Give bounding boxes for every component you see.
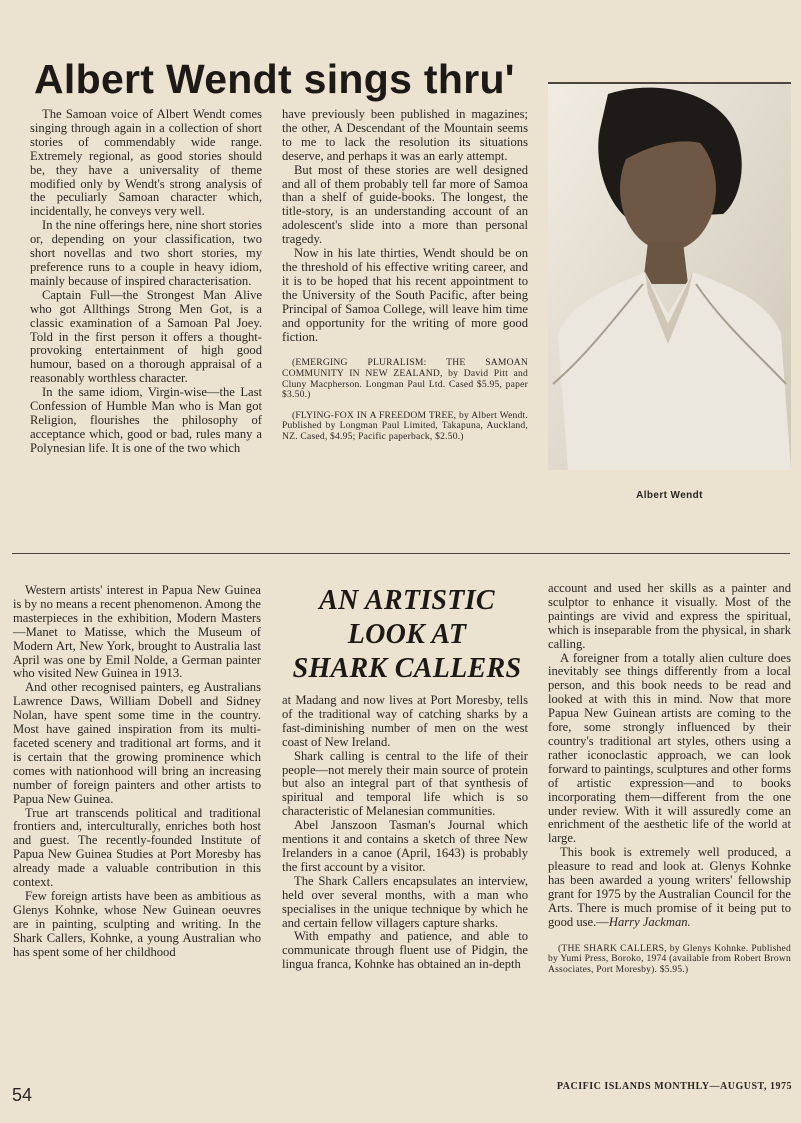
paragraph: The Shark Callers encapsulates an interview, held over several months, with a man who specialises in the unique technique by which he and certain fellow villagers capture sharks. [282,873,528,930]
paragraph: But most of these stories are well designed and all of them probably tell far more of Samoa than a shelf of guide-books. The longest, the title-story, is an understanding account of an adolescent's slide into a more than personal tragedy. [282,162,528,247]
paragraph: This book is extremely well produced, a pleasure to read and look at. Glenys Kohnke has been awarded a young writers' fellowship grant for 1975 by the Australian Council for the Arts. There is much promise of it being put to good use.—Harry Jackman. [548,845,791,929]
top-article-column-1 [30,108,262,456]
paragraph: Abel Janszoon Tasman's Journal which mentions it and contains a sketch of three New Irelanders in a canoe (April, 1643) is probably the first account by a visitor. [282,818,528,874]
author-photo [548,84,791,470]
paragraph: account and used her skills as a painter and sculptor to enhance it visually. Most of the paintings are vivid and express the spiritual, which is inseparable from the physical, in shark calling. [548,581,791,651]
paragraph: Few foreign artists have been as ambitious as Glenys Kohnke, whose New Guinean oeuvres are in painting, sculpting and writing. In the Shark Callers, Kohnke, a young Australian who has spent some of her childhood [13,888,261,959]
paragraph: Western artists' interest in Papua New Guinea is by no means a recent phenomenon. Among the masterpieces in the exhibition, Modern Masters—Manet to Matisse, which the Museum of Modern Art, New York, brought to Australia last April was one by Emil Nolde, a German painter who visited New Guinea in 1913. [13,583,261,681]
photo-caption: Albert Wendt [636,490,703,501]
paragraph: The Samoan voice of Albert Wendt comes singing through again in a collection of short stories of commendably wide range. Extremely regional, as good stories should be, they have a universality of theme modified only by Wendt's strong analysis of the peculiarly Samoan character which, incidentally, he conveys very well. [30,107,262,219]
bottom-article-column-2 [282,694,528,972]
paragraph: In the nine offerings here, nine short stories or, depending on your classification, two short novellas and two short stories, my preference runs to a couple in heavy idiom, mainly because of inspired characterisation. [30,218,262,288]
article-headline: Albert Wendt sings thru' [34,56,515,102]
top-article-column-2 [282,108,528,443]
bottom-article-headline: AN ARTISTIC LOOK AT SHARK CALLERS [292,585,522,684]
section-divider [12,553,790,554]
bottom-article-column-3 [548,582,791,975]
byline: Harry Jackman. [608,914,691,929]
paragraph: Shark calling is central to the life of their people—not merely their main source of protein but also an integral part of that synthesis of spiritual and temporal life which is so characteristic of Melanesian communities. [282,748,528,819]
paragraph: And other recognised painters, eg Australians Lawrence Daws, William Dobell and Sidney Nolan, have spent some time in the country. Most have gained inspiration from its multi-faceted scenery and traditional art forms, and it is certain that the growing prominence which comes with nationhood will bring an increasing number of foreign painters and other artists to Papua New Guinea. [13,680,261,806]
paragraph: have previously been published in magazines; the other, A Descendant of the Mountain seems to me to lack the resolution its situations deserve, and perhaps it was an early attempt. [282,107,528,163]
paragraph: Captain Full—the Strongest Man Alive who got Allthings Strong Men Got, is a classic examination of a Samoan Pal Joey. Told in the first person it offers a thought-provoking entertainment of high good humour, based on a thorough appraisal of a reasonably worthless character. [30,287,262,386]
portrait-image [548,84,791,470]
paragraph: In the same idiom, Virgin-wise—the Last Confession of Humble Man who is Man got Religion, flourishes the philosophy of acceptance which, good or bad, rules many a Polynesian life. It is one of the two which [30,385,262,455]
book-details-note: (THE SHARK CALLERS, by Glenys Kohnke. Published by Yumi Press, Boroko, 1974 (available from Robert Brown Associates, Port Moresby). $5.95.) [548,942,791,975]
magazine-footer: PACIFIC ISLANDS MONTHLY—AUGUST, 1975 [556,1081,792,1092]
paragraph: at Madang and now lives at Port Moresby, tells of the traditional way of catching sharks by a fast-diminishing number of men on the west coast of New Ireland. [282,693,528,749]
paragraph: A foreigner from a totally alien culture does inevitably see things differently from a local person, and this book needs to be read and looked at with this in mind. Now that more Papua New Guinean artists are coming to the fore, some strongly influenced by their country's traditional art styles, others using a rather iconoclastic approach, we can look forward to paintings, sculptures and other forms of artistic expression—and to books incorporating them—different from the one under review. With it will assuredly come an enrichment of the aesthetic life of the world at large. [548,650,791,846]
bottom-article-column-1 [13,584,261,959]
book-details-note-1: (EMERGING PLURALISM: THE SAMOAN COMMUNITY IN NEW ZEALAND, by David Pitt and Cluny Macpherson. Longman Paul Ltd. Cased $5.95, paper $3.50.) (FLYING-FOX IN A FREEDOM TREE, by Albert Wendt. Published by Longman Paul Limited, Takapuna, Auckland, NZ. Cased, $4.95; Pacific paperback, $2.50.) [282,357,528,442]
paragraph: True art transcends political and traditional frontiers and, interculturally, enriches both host and guest. The recently-founded Institute of Papua New Guinea Studies at Port Moresby has already made a valuable contribution in this context. [13,805,261,890]
page-number: 54 [12,1085,33,1105]
paragraph: With empathy and patience, and able to communicate through fluent use of Pidgin, the lingua franca, Kohnke has obtained an in-depth [282,929,528,972]
paragraph: Now in his late thirties, Wendt should be on the threshold of his effective writing career, and it is to be hoped that his recent appointment to the University of the South Pacific, after being Principal of Samoa College, will leave him time and opportunity for the writing of more good fiction. [282,246,528,344]
